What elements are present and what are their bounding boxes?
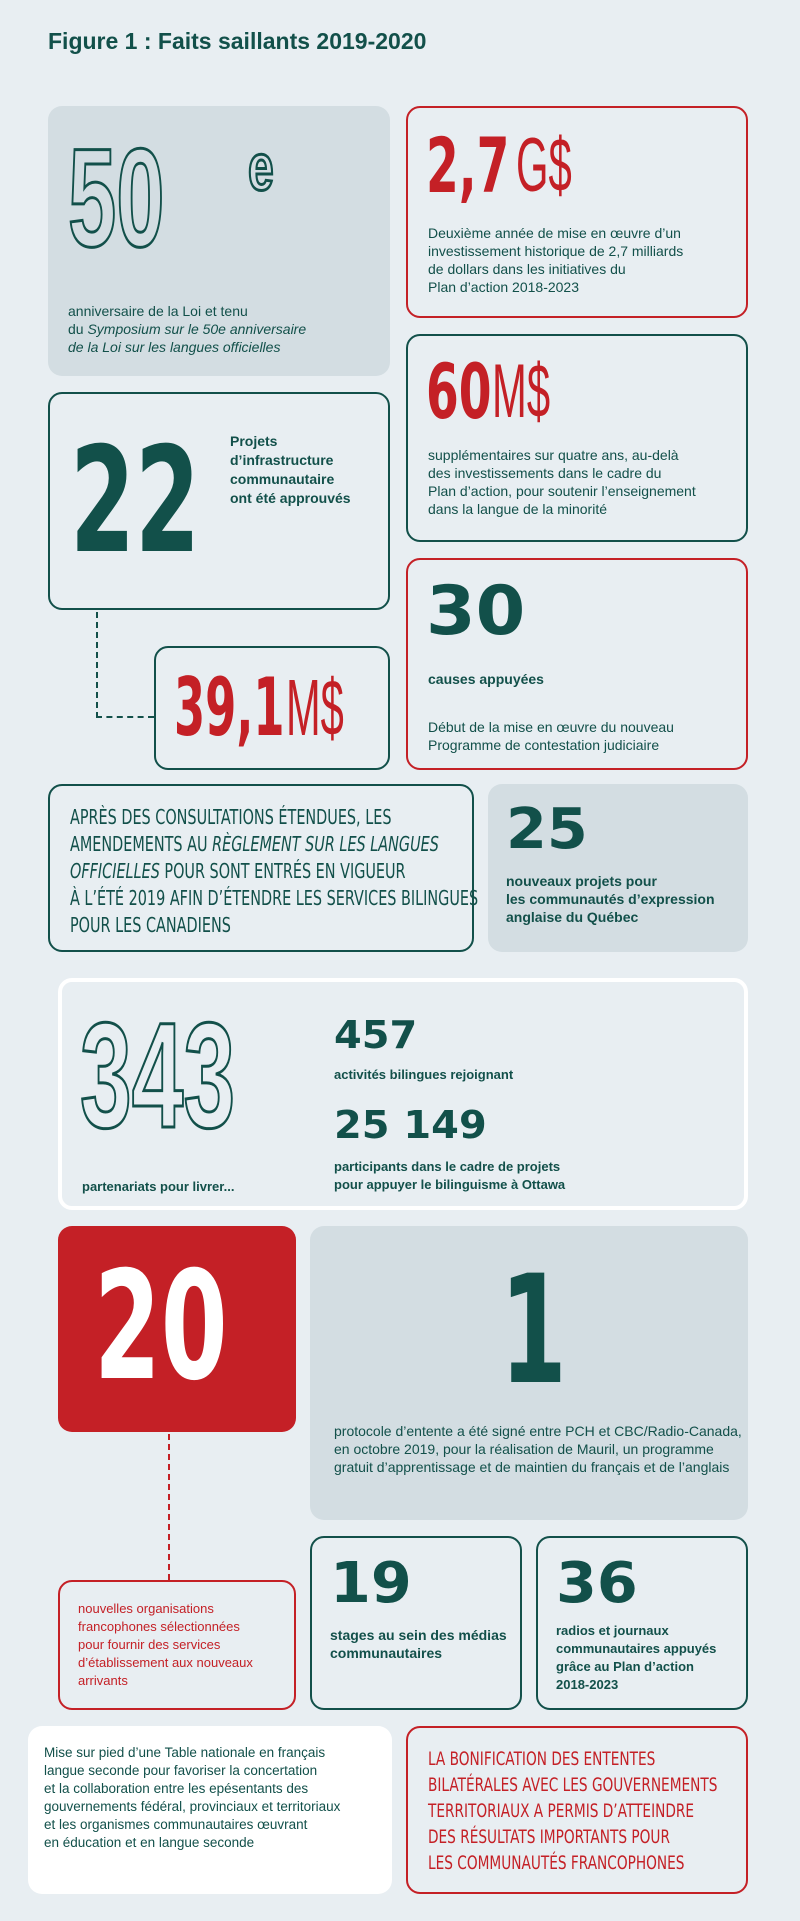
- connector-line: [168, 1434, 170, 1580]
- protocol-number: 1: [500, 1244, 567, 1418]
- sixty-number: 60: [426, 347, 492, 436]
- regulations-text: APRÈS DES CONSULTATIONS ÉTENDUES, LES AMENDEMENTS AU RÈGLEMENT SUR LES LANGUES OFFICIELLES POUR SONT ENTRÉS EN VIGUEUR À L’ÉTÉ 2019 AFIN D’ÉTENDRE LES SERVICES BILINGUES POUR LES CANADIENS: [70, 805, 479, 937]
- anniversary-text: anniversaire de la Loi et tenu du Symposium sur le 50e anniversaire de la Loi sur les langues officielles: [68, 303, 307, 355]
- causes-card: [406, 558, 748, 770]
- organizations-text: nouvelles organisations francophones sélectionnées pour fournir des services d’établissement aux nouveaux arrivants: [78, 1601, 253, 1688]
- internships-text: stages au sein des médias communautaires: [330, 1627, 507, 1661]
- anniversary-number: 50: [68, 119, 165, 276]
- activities-number: 457: [334, 1013, 418, 1057]
- sixty-million-card: [406, 334, 748, 542]
- infrastructure-text: Projets d’infrastructure communautaire ont été approuvés: [230, 433, 351, 506]
- investment-card: [406, 106, 748, 318]
- organizations-number: 20: [94, 1240, 228, 1414]
- internships-card: [310, 1536, 522, 1710]
- agreements-text: LA BONIFICATION DES ENTENTES BILATÉRALES AVEC LES GOUVERNEMENTS TERRITORIAUX A PERMIS D’ATTEINDRE DES RÉSULTATS IMPORTANTS POUR LES COMMUNAUTÉS FRANCOPHONES: [428, 1748, 718, 1874]
- agreements-card: [406, 1726, 748, 1894]
- national-table-text: Mise sur pied d’une Table nationale en français langue seconde pour favoriser la concertation et la collaboration entre les epésentants des gouvernements fédéral, provinciaux et territoriaux et les organismes communautaires œuvrant en éducation et en langue seconde: [44, 1745, 341, 1850]
- partnerships-card: [58, 978, 748, 1210]
- media-number: 36: [556, 1551, 638, 1616]
- infrastructure-card: [48, 392, 390, 610]
- connector-line: [96, 716, 154, 718]
- infrastructure-number: 22: [70, 416, 201, 586]
- internships-number: 19: [330, 1551, 412, 1616]
- quebec-number: 25: [506, 797, 588, 862]
- protocol-text: protocole d’entente a été signé entre PCH et CBC/Radio-Canada, en octobre 2019, pour la réalisation de Mauril, un programme gratuit d’apprentissage et de maintien du français et de l’anglais: [334, 1423, 742, 1475]
- connector-line: [96, 612, 98, 718]
- sixty-text: supplémentaires sur quatre ans, au-delà des investissements dans le cadre du Plan d’action, pour soutenir l’enseignement dans la langue de la minorité: [428, 447, 696, 517]
- media-card: [536, 1536, 748, 1710]
- funding-number: 39,1: [174, 661, 285, 754]
- protocol-card: [310, 1226, 748, 1520]
- organizations-number-card: [58, 1226, 296, 1432]
- participants-text: participants dans le cadre de projets pour appuyer le bilinguisme à Ottawa: [334, 1159, 566, 1192]
- organizations-card: [58, 1580, 296, 1710]
- quebec-projects-card: [488, 784, 748, 952]
- causes-text: Début de la mise en œuvre du nouveau Programme de contestation judiciaire: [428, 719, 674, 753]
- investment-unit: G$: [516, 123, 572, 208]
- partnerships-number: 343: [80, 991, 236, 1159]
- activities-label: activités bilingues rejoignant: [334, 1067, 514, 1082]
- quebec-text: nouveaux projets pour les communautés d’expression anglaise du Québec: [506, 873, 715, 925]
- partnerships-label: partenariats pour livrer...: [82, 1179, 235, 1194]
- sixty-unit: M$: [492, 349, 551, 434]
- media-text: radios et journaux communautaires appuyés grâce au Plan d’action 2018-2023: [556, 1623, 717, 1692]
- anniversary-suffix: e: [248, 130, 274, 204]
- funding-unit: M$: [286, 663, 344, 752]
- anniversary-card: [48, 106, 390, 376]
- causes-label: causes appuyées: [428, 671, 544, 687]
- page-title: Figure 1 : Faits saillants 2019-2020: [48, 28, 427, 54]
- national-table-card: [28, 1726, 392, 1894]
- participants-number: 25 149: [334, 1103, 487, 1147]
- investment-text: Deuxième année de mise en œuvre d’un investissement historique de 2,7 milliards de dollars dans les initiatives du Plan d’action 2018-2023: [428, 225, 684, 295]
- investment-number: 2,7: [426, 121, 510, 210]
- regulations-card: [48, 784, 479, 952]
- funding-card: [154, 646, 390, 770]
- causes-number: 30: [426, 572, 526, 651]
